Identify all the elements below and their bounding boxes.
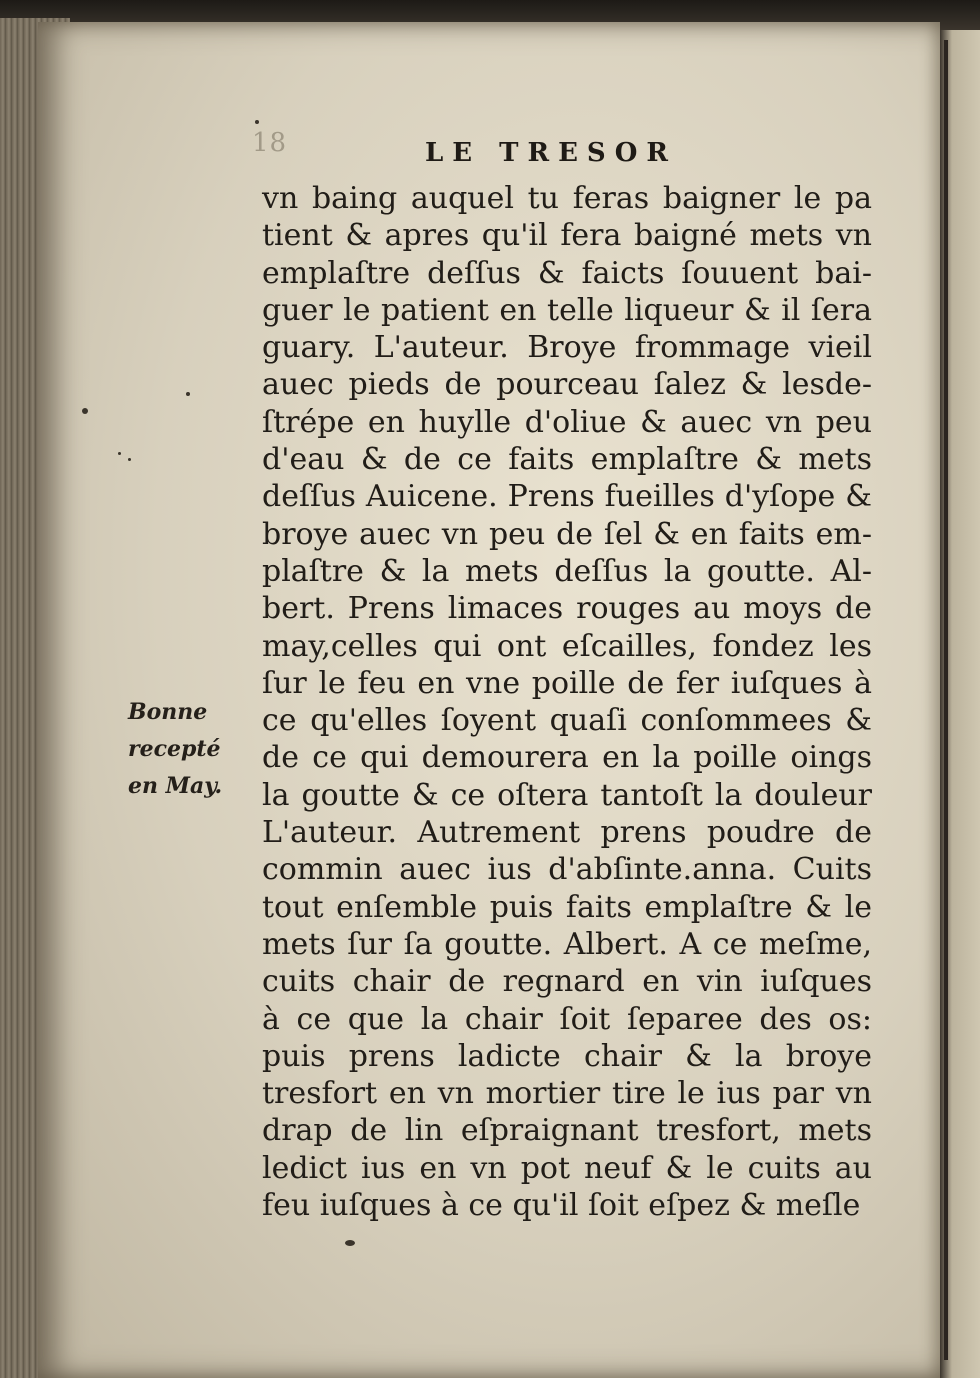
text-line: broye auec vn peu de ſel & en faits em- xyxy=(262,516,872,552)
text-line: feu iuſques à ce qu'il ſoit eſpez & meſle xyxy=(262,1188,861,1224)
marginal-note-line: en May. xyxy=(128,773,223,799)
text-line: may,celles qui ont eſcailles, fondez les xyxy=(262,628,872,664)
text-line: plaſtre & la mets deſſus la goutte. Al- xyxy=(262,553,872,589)
ink-speck xyxy=(128,458,131,461)
text-line: bert. Prens limaces rouges au moys de xyxy=(262,591,872,627)
text-line: cuits chair de regnard en vin iuſques xyxy=(262,964,872,1000)
text-line: ſtrépe en huylle d'oliue & auec vn peu xyxy=(262,404,872,440)
text-line: la goutte & ce oſtera tantoſt la douleur xyxy=(262,777,872,813)
text-line: ſur le feu en vne poille de fer iuſques à xyxy=(262,665,872,701)
marginal-note-line: Bonne xyxy=(128,699,208,725)
ink-speck xyxy=(345,1240,355,1246)
running-head: LE TRESOR xyxy=(425,138,677,168)
text-line: L'auteur. Autrement prens poudre de xyxy=(262,815,872,851)
text-line: tient & apres qu'il fera baigné mets vn xyxy=(262,218,872,254)
ink-speck xyxy=(82,408,88,414)
text-line: mets ſur ſa goutte. Albert. A ce meſme, xyxy=(262,926,872,962)
text-line: tout enſemble puis faits emplaſtre & le xyxy=(262,889,872,925)
marginal-note-line: recepté xyxy=(128,736,221,762)
text-line: drap de lin eſpraignant tresfort, mets xyxy=(262,1113,872,1149)
text-line: d'eau & de ce faits emplaſtre & mets xyxy=(262,442,872,478)
text-line: guary. L'auteur. Broye frommage vieil xyxy=(262,330,872,366)
text-line: commin auec ius d'abſinte.anna. Cuits xyxy=(262,852,872,888)
text-line: de ce qui demourera en la poille oings xyxy=(262,740,872,776)
text-line: puis prens ladicte chair & la broye xyxy=(262,1038,872,1074)
text-line: auec pieds de pourceau ſalez & lesde- xyxy=(262,367,872,403)
gutter-line xyxy=(944,40,948,1360)
folio-number: 18 xyxy=(252,128,288,158)
ink-speck xyxy=(186,392,190,396)
text-line: vn baing auquel tu feras baigner le pa xyxy=(262,181,872,216)
ink-speck xyxy=(118,452,121,455)
ink-speck xyxy=(255,120,259,124)
text-line: guer le patient en telle liqueur & il ſera xyxy=(262,292,872,328)
marginal-note xyxy=(128,694,258,805)
text-line: tresfort en vn mortier tire le ius par vn xyxy=(262,1076,872,1112)
text-line: ledict ius en vn pot neuf & le cuits au xyxy=(262,1150,872,1186)
text-line: ce qu'elles ſoyent quaſi conſommees & xyxy=(262,703,872,739)
main-text-block xyxy=(262,180,872,1224)
text-line: deſſus Auicene. Prens fueilles d'yſope & xyxy=(262,479,872,515)
text-line: à ce que la chair ſoit ſeparee des os: xyxy=(262,1001,872,1037)
text-line: emplaſtre deſſus & faicts ſouuent bai- xyxy=(262,255,872,291)
